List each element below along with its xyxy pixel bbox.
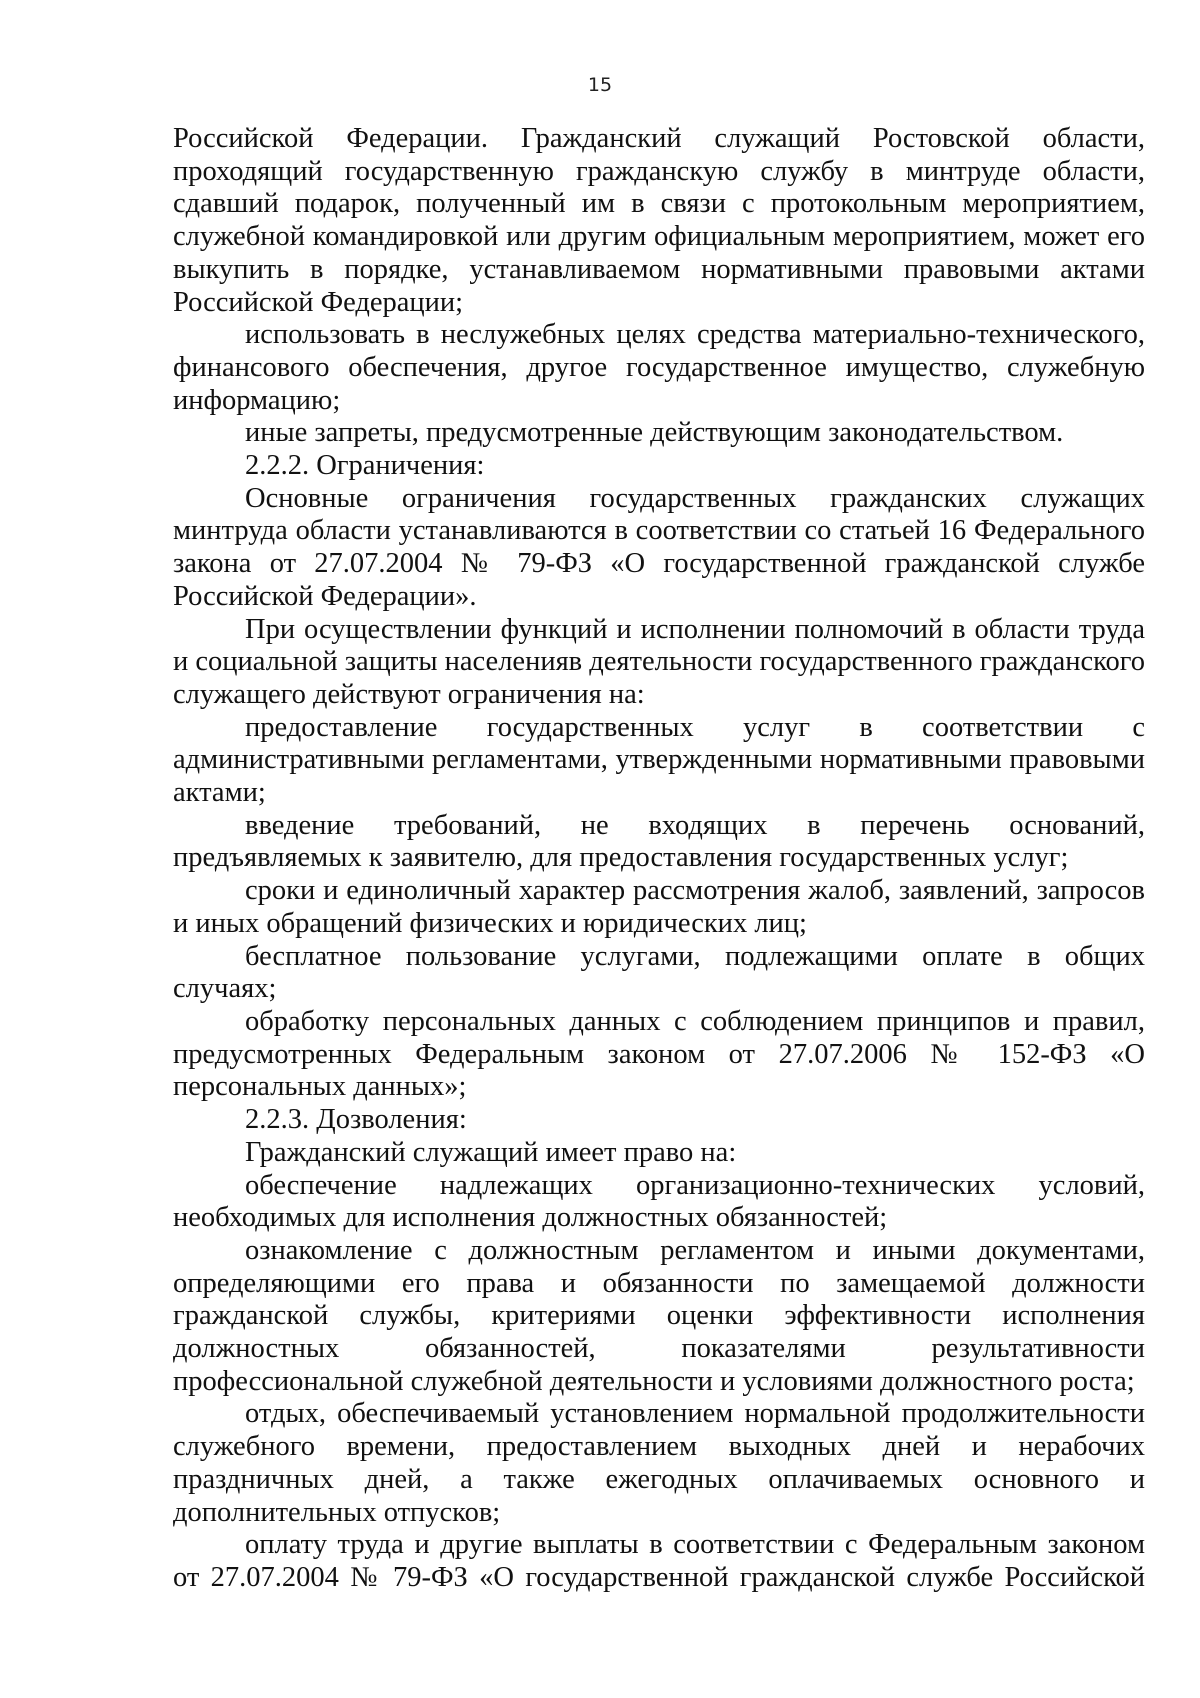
paragraph-working-conditions: обеспечение надлежащих организационно-технических условий, необходимых для исполнения должностных обязанностей;: [173, 1169, 1145, 1234]
paragraph-services-provision: предоставление государственных услуг в соответствии с административными регламентами, утвержденными нормативными правовыми актами;: [173, 711, 1145, 809]
section-heading-permissions: 2.2.3. Дозволения:: [245, 1104, 467, 1136]
page-number: 15: [587, 74, 613, 96]
paragraph-rest: отдых, обеспечиваемый установлением нормальной продолжительности служебного времени, предоставлением выходных дней и нерабочих праздничных дней, а также ежегодных оплачиваемых основного и дополнительных отпусков;: [173, 1398, 1145, 1528]
document-body: [173, 123, 1145, 1595]
paragraph-main-restrictions: Основные ограничения государственных гражданских служащих минтруда области устанавливаются в соответствии со статьей 16 Федерального закона от 27.07.2004 № 79-ФЗ «О государственной гражданской службе Российской Федерации».: [173, 482, 1145, 612]
paragraph-requirements: введение требований, не входящих в перечень оснований, предъявляемых к заявителю, для предоставления государственных услуг;: [173, 809, 1145, 874]
paragraph-other-bans: иные запреты, предусмотренные действующим законодательством.: [245, 417, 1064, 449]
paragraph-continuation: Российской Федерации. Гражданский служащий Ростовской области, проходящий государственную гражданскую службу в минтруде области, сдавший подарок, полученный им в связи с протокольным мероприятием, служебной командировкой или другим официальным мероприятием, может его выкупить в порядке, устанавливаемом нормативными правовыми актами Российской Федерации;: [173, 123, 1145, 318]
paragraph-restrictions-intro: При осуществлении функций и исполнении полномочий в области труда и социальной защиты населенияв деятельности государственного гражданского служащего действуют ограничения на:: [173, 613, 1145, 710]
paragraph-personal-data: обработку персональных данных с соблюдением принципов и правил, предусмотренных Федеральным законом от 27.07.2006 № 152-ФЗ «О персональных данных»;: [173, 1005, 1145, 1103]
paragraph-payment: оплату труда и другие выплаты в соответствии с Федеральным законом от 27.07.2004 № 79-ФЗ «О государственной гражданской службе Российской: [173, 1529, 1145, 1593]
paragraph-rights-intro: Гражданский служащий имеет право на:: [245, 1136, 737, 1168]
paragraph-complaints: сроки и единоличный характер рассмотрения жалоб, заявлений, запросов и иных обращений физических и юридических лиц;: [173, 875, 1145, 939]
paragraph-familiarization: ознакомление с должностным регламентом и иными документами, определяющими его права и обязанности по замещаемой должности гражданской службы, критериями оценки эффективности исполнения должностных обязанностей, показателями результативности профессиональной служебной деятельности и условиями должностного роста;: [173, 1234, 1145, 1397]
section-heading-restrictions: 2.2.2. Ограничения:: [245, 450, 485, 482]
paragraph-ban-property-use: использовать в неслужебных целях средства материально-технического, финансового обеспечения, другое государственное имущество, служебную информацию;: [173, 319, 1145, 416]
paragraph-free-services: бесплатное пользование услугами, подлежащими оплате в общих случаях;: [173, 940, 1145, 1005]
